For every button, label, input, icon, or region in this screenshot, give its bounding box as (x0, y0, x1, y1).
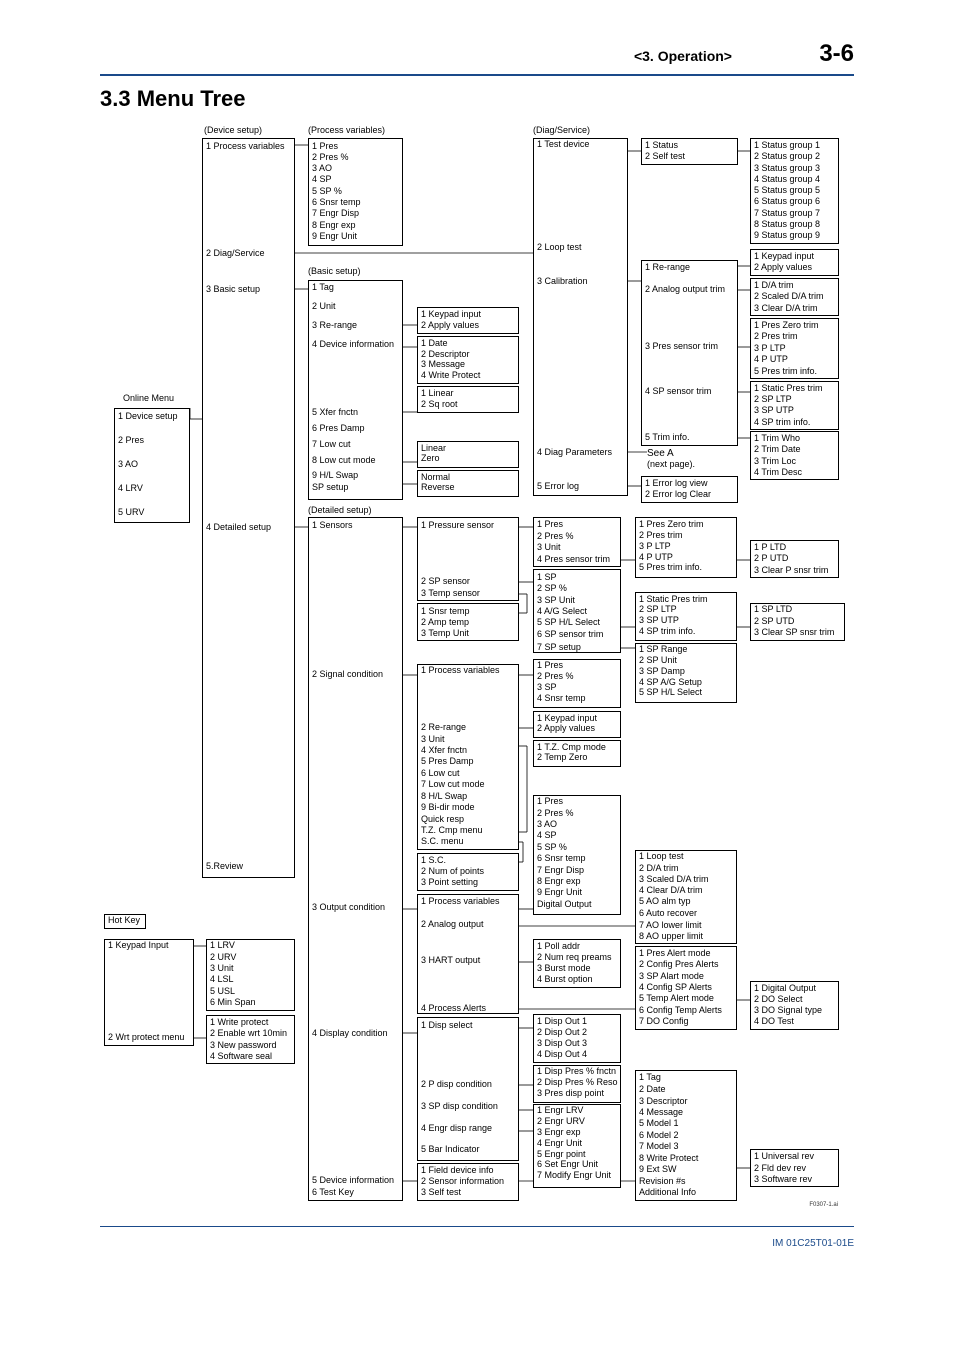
menu-item: 7 Modify Engr Unit (537, 1170, 612, 1180)
menu-item: 3 Calibration (537, 276, 588, 286)
menu-box-hotkey-menu (104, 939, 194, 1046)
menu-item: 2 Config Pres Alerts (639, 959, 719, 969)
menu-item: 3 New password (210, 1040, 277, 1050)
menu-item: 2 Pres trim (639, 530, 683, 540)
menu-item: 1 Re-range (645, 262, 691, 272)
menu-item: 7 Engr Disp (537, 865, 585, 875)
menu-item: 2 SP UTD (754, 616, 795, 626)
menu-item: 1 D/A trim (754, 280, 794, 290)
menu-item: 5 Pres Damp (421, 756, 474, 766)
menu-item: 1 Sensors (312, 520, 353, 530)
menu-item: 4 Engr disp range (421, 1123, 493, 1133)
menu-item: 4 Disp Out 4 (537, 1049, 588, 1059)
menu-item: 1 Keypad Input (108, 940, 169, 950)
diagram-label: Online Menu (123, 393, 175, 403)
menu-item: 6 Config Temp Alerts (639, 1005, 722, 1015)
menu-item: 3 Unit (421, 734, 445, 744)
menu-item: 2 Diag/Service (206, 248, 265, 258)
diagram-label: (Diag/Service) (533, 125, 591, 135)
menu-item: 3 P LTP (754, 343, 786, 353)
menu-item: 6 SP sensor trim (537, 629, 604, 639)
menu-item: 7 DO Config (639, 1016, 689, 1026)
diagram-label: See A (647, 448, 674, 459)
menu-item: 1 Pres (537, 519, 564, 529)
menu-item: 5 Error log (537, 481, 580, 491)
menu-item: 9 Engr Unit (312, 231, 358, 241)
menu-item: 1 Tag (312, 282, 334, 292)
menu-item: 3 SP UTP (639, 615, 679, 625)
menu-item: 7 Low cut (312, 439, 351, 449)
menu-item: 4 P UTP (754, 354, 788, 364)
menu-item: 3 Pres sensor trim (645, 341, 719, 351)
menu-item: 1 Keypad input (537, 713, 598, 723)
menu-item: 2 Apply values (421, 320, 480, 330)
menu-item: 8 Write Protect (639, 1153, 699, 1163)
menu-item: Additional Info (639, 1187, 697, 1197)
menu-item: 2 Status group 2 (754, 151, 821, 161)
menu-item: 3 Software rev (754, 1174, 813, 1184)
menu-item: 1 Pres (537, 796, 564, 806)
menu-item: 2 Enable wrt 10min (210, 1028, 288, 1038)
menu-item: 2 Wrt protect menu (108, 1032, 185, 1042)
menu-item: 3 Unit (210, 963, 234, 973)
menu-item: 2 Num of points (421, 866, 485, 876)
page-number: 3-6 (819, 40, 854, 67)
menu-item: 2 Num req preams (537, 952, 612, 962)
menu-item: 1 Keypad input (421, 309, 482, 319)
menu-item: Linear (421, 443, 447, 453)
menu-item: 6 Set Engr Unit (537, 1159, 599, 1169)
menu-item: 4 P UTP (639, 552, 673, 562)
diagram-label: (Basic setup) (308, 266, 361, 276)
menu-item: 8 Engr exp (312, 220, 356, 230)
menu-item: Normal (421, 472, 451, 482)
menu-item: 1 Pres Alert mode (639, 948, 711, 958)
menu-item: 1 Test device (537, 139, 590, 149)
menu-item: 1 Static Pres trim (639, 594, 708, 604)
menu-item: 7 Engr Disp (312, 208, 360, 218)
menu-item: 3 AO (118, 459, 139, 469)
menu-item: 3 Output condition (312, 902, 386, 912)
menu-item: 3 Message (421, 359, 466, 369)
menu-item: 6 Test Key (312, 1187, 354, 1197)
menu-item: 5 Temp Alert mode (639, 993, 714, 1003)
menu-item: 1 Disp select (421, 1020, 473, 1030)
menu-item: 1 SP Range (639, 644, 688, 654)
menu-item: 3 Disp Out 3 (537, 1038, 588, 1048)
menu-item: 3 Burst mode (537, 963, 591, 973)
menu-item: 4 SP (537, 830, 557, 840)
menu-item: 4 A/G Select (537, 606, 588, 616)
menu-item: 4 Status group 4 (754, 174, 821, 184)
menu-item: 1 Trim Who (754, 433, 801, 443)
menu-item: 8 Status group 8 (754, 219, 821, 229)
menu-item: 5 URV (118, 507, 145, 517)
menu-item: 4 Trim Desc (754, 467, 803, 477)
diagram-label: (Device setup) (204, 125, 263, 135)
menu-item: 4 Write Protect (421, 370, 481, 380)
menu-item: 6 Pres Damp (312, 423, 365, 433)
menu-box-detailed-setup (308, 517, 403, 1201)
menu-item: 1 Pres (537, 660, 564, 670)
menu-item: 5 Engr point (537, 1149, 586, 1159)
menu-item: 7 SP setup (537, 642, 581, 652)
menu-item: 5 Pres trim info. (754, 366, 818, 376)
menu-item: 9 Bi-dir mode (421, 802, 475, 812)
menu-item: 2 Signal condition (312, 669, 384, 679)
menu-item: 2 Engr URV (537, 1116, 585, 1126)
menu-item: 5 SP H/L Select (537, 617, 601, 627)
menu-item: 3 Temp sensor (421, 588, 480, 598)
menu-item: 2 Apply values (754, 262, 813, 272)
menu-item: 1 Loop test (639, 851, 684, 861)
menu-item: 5 Device information (312, 1175, 395, 1185)
section-title: 3.3 Menu Tree (100, 86, 246, 111)
menu-item: 5 Model 1 (639, 1118, 679, 1128)
menu-item: 1 SP (537, 572, 557, 582)
menu-item: 3 Clear P snsr trim (754, 565, 829, 575)
menu-item: 5 AO alm typ (639, 896, 691, 906)
menu-item: 2 Apply values (537, 723, 596, 733)
menu-item: S.C. menu (421, 836, 464, 846)
menu-item: 1 Universal rev (754, 1151, 815, 1161)
menu-item: 5 Pres trim info. (639, 562, 703, 572)
menu-item: 2 Self test (645, 151, 686, 161)
menu-item: 4 SP trim info. (754, 417, 811, 427)
menu-item: 2 Temp Zero (537, 752, 588, 762)
menu-item: 3 Temp Unit (421, 628, 469, 638)
menu-item: 1 LRV (210, 940, 235, 950)
menu-item: T.Z. Cmp menu (421, 825, 483, 835)
menu-item: 3 DO Signal type (754, 1005, 823, 1015)
menu-item: 4 Display condition (312, 1028, 388, 1038)
menu-item: 2 Pres % (537, 671, 574, 681)
menu-item: 4 Detailed setup (206, 522, 272, 532)
menu-item: 1 Keypad input (754, 251, 815, 261)
menu-item: 3 Status group 3 (754, 163, 821, 173)
menu-item: 4 Message (639, 1107, 684, 1117)
menu-item: 3 AO (537, 819, 558, 829)
menu-item: 7 AO lower limit (639, 920, 702, 930)
menu-item: 3 Clear D/A trim (754, 303, 818, 313)
menu-item: 3 HART output (421, 955, 481, 965)
menu-item: 1 Device setup (118, 411, 178, 421)
menu-item: Reverse (421, 482, 455, 492)
menu-item: 8 AO upper limit (639, 931, 704, 941)
menu-item: 1 Static Pres trim (754, 383, 823, 393)
menu-item: 1 Disp Pres % fnctn (537, 1066, 617, 1076)
menu-item: 4 Diag Parameters (537, 447, 613, 457)
menu-item: 3 P LTP (639, 541, 671, 551)
menu-item: 4 Device information (312, 339, 395, 349)
menu-item: 2 Disp Pres % Reso (537, 1077, 618, 1087)
menu-item: 3 SP disp condition (421, 1101, 498, 1111)
menu-item: 3 Unit (537, 542, 561, 552)
menu-item: 7 Model 3 (639, 1141, 679, 1151)
menu-item: 1 SP LTD (754, 604, 793, 614)
menu-item: Revision #s (639, 1176, 686, 1186)
menu-item: 3 Descriptor (639, 1096, 688, 1106)
menu-item: 2 Descriptor (421, 349, 470, 359)
menu-item: 4 Burst option (537, 974, 593, 984)
menu-item: 1 Snsr temp (421, 606, 470, 616)
menu-item: 4 Engr Unit (537, 1138, 583, 1148)
menu-item: 1 Pressure sensor (421, 520, 495, 530)
menu-item: 1 Linear (421, 388, 454, 398)
menu-item: 5 SP H/L Select (639, 687, 703, 697)
footer-rule (100, 1226, 854, 1227)
menu-item: 5 USL (210, 986, 236, 996)
menu-item: 2 D/A trim (639, 863, 679, 873)
menu-item: 2 Amp temp (421, 617, 470, 627)
menu-item: 2 Sensor information (421, 1176, 505, 1186)
menu-item: 3 Scaled D/A trim (639, 874, 709, 884)
document-number: IM 01C25T01-01E (772, 1238, 854, 1249)
menu-item: 1 Disp Out 1 (537, 1016, 588, 1026)
menu-item: Digital Output (537, 899, 592, 909)
menu-item: 2 Pres trim (754, 331, 798, 341)
menu-item: 4 Config SP Alerts (639, 982, 712, 992)
menu-item: 2 SP % (537, 583, 567, 593)
menu-item: 3 Clear SP snsr trim (754, 627, 835, 637)
menu-item: 2 Pres (118, 435, 145, 445)
menu-item: 2 SP Unit (639, 655, 677, 665)
menu-item: 4 LRV (118, 483, 143, 493)
menu-item: 4 SP (312, 174, 332, 184)
menu-item: 2 DO Select (754, 994, 803, 1004)
menu-item: 5 SP % (537, 842, 567, 852)
menu-item: 4 SP A/G Setup (639, 677, 702, 687)
menu-item: 5 SP % (312, 186, 342, 196)
menu-item: 2 Sq root (421, 399, 458, 409)
menu-item: 3 SP Damp (639, 666, 685, 676)
menu-item: 2 Date (639, 1084, 666, 1094)
figure-id: F0307-1.ai (809, 1202, 838, 1208)
menu-item: 3 Basic setup (206, 284, 261, 294)
menu-item: Quick resp (421, 814, 465, 824)
menu-item: 3 Self test (421, 1187, 462, 1197)
menu-item: 2 Analog output (421, 919, 484, 929)
menu-item: Zero (421, 453, 440, 463)
menu-item: 2 Trim Date (754, 444, 801, 454)
menu-item: 3 SP Unit (537, 595, 575, 605)
menu-item: 8 H/L Swap (421, 791, 468, 801)
menu-item: 1 Pres (312, 141, 339, 151)
diagram-label: (Detailed setup) (308, 505, 372, 515)
menu-item: 3 SP Alart mode (639, 971, 704, 981)
menu-item: 6 Status group 6 (754, 196, 821, 206)
menu-item: 1 Field device info (421, 1165, 494, 1175)
menu-item: 6 Low cut (421, 768, 460, 778)
menu-item: 1 Pres Zero trim (754, 320, 819, 330)
menu-item: 2 Pres % (537, 808, 574, 818)
menu-item: 1 Write protect (210, 1017, 269, 1027)
menu-item: 2 Unit (312, 301, 336, 311)
menu-item: 1 Status (645, 140, 679, 150)
menu-item: 8 Low cut mode (312, 455, 376, 465)
menu-item: 1 Status group 1 (754, 140, 821, 150)
menu-item: 2 Pres % (537, 531, 574, 541)
menu-item: 2 SP LTP (754, 394, 792, 404)
menu-item: 4 SP trim info. (639, 626, 696, 636)
menu-item: 4 DO Test (754, 1016, 794, 1026)
menu-item: 6 Min Span (210, 997, 256, 1007)
menu-item: 5 Xfer fnctn (312, 407, 359, 417)
menu-item: 3 Trim Loc (754, 456, 797, 466)
menu-item: 2 Analog output trim (645, 284, 726, 294)
menu-box-basic-setup (308, 280, 403, 500)
menu-item: 7 Status group 7 (754, 208, 821, 218)
diagram-label: (Process variables) (308, 125, 386, 135)
menu-item: 1 Pres Zero trim (639, 519, 704, 529)
menu-item: 3 Re-range (312, 320, 358, 330)
menu-item: 1 Process variables (206, 141, 285, 151)
menu-item: 2 P UTD (754, 553, 789, 563)
menu-item: 5.Review (206, 861, 244, 871)
menu-item: 1 Date (421, 338, 448, 348)
menu-box-output-cond (417, 894, 519, 1014)
menu-item: 3 SP (537, 682, 557, 692)
menu-item: 9 Ext SW (639, 1164, 677, 1174)
menu-item: 1 Process variables (421, 896, 500, 906)
menu-item: 2 Error log Clear (645, 489, 712, 499)
menu-item: 9 Engr Unit (537, 887, 583, 897)
menu-item: SP setup (312, 482, 349, 492)
menu-item: 1 P LTD (754, 542, 787, 552)
menu-item: 1 Error log view (645, 478, 708, 488)
menu-item: 2 SP LTP (639, 604, 677, 614)
menu-item: 6 Snsr temp (537, 853, 586, 863)
menu-item: 4 Process Alerts (421, 1003, 487, 1013)
header-section: <3. Operation> (633, 48, 732, 64)
menu-item: 4 Xfer fnctn (421, 745, 468, 755)
menu-box-diag-service (533, 138, 628, 496)
menu-item: 3 Point setting (421, 877, 479, 887)
menu-item: 4 Snsr temp (537, 693, 586, 703)
menu-item: 2 Scaled D/A trim (754, 291, 824, 301)
menu-item: 1 Tag (639, 1072, 661, 1082)
menu-item: 4 LSL (210, 974, 234, 984)
menu-item: 3 Pres disp point (537, 1088, 605, 1098)
menu-item: 2 P disp condition (421, 1079, 492, 1089)
menu-item: 3 Engr exp (537, 1127, 581, 1137)
menu-item: 4 Software seal (210, 1051, 273, 1061)
menu-item: 2 Loop test (537, 242, 582, 252)
menu-item: 2 URV (210, 952, 237, 962)
menu-item: 5 Status group 5 (754, 185, 821, 195)
menu-item: 8 Engr exp (537, 876, 581, 886)
menu-item: 6 Snsr temp (312, 197, 361, 207)
menu-item: 9 Status group 9 (754, 230, 821, 240)
menu-item: 1 Engr LRV (537, 1105, 584, 1115)
menu-item: 1 Process variables (421, 665, 500, 675)
menu-item: 2 SP sensor (421, 576, 470, 586)
menu-item: 1 Digital Output (754, 983, 817, 993)
menu-item: 5 Bar Indicator (421, 1144, 480, 1154)
menu-item: 5 Trim info. (645, 432, 690, 442)
menu-item: 2 Re-range (421, 722, 467, 732)
menu-item: 3 SP UTP (754, 405, 794, 415)
menu-item: 2 Pres % (312, 152, 349, 162)
menu-item: 1 T.Z. Cmp mode (537, 742, 606, 752)
menu-item: 2 Fld dev rev (754, 1163, 807, 1173)
menu-item: 2 Disp Out 2 (537, 1027, 588, 1037)
menu-item: 9 H/L Swap (312, 470, 359, 480)
menu-item: 7 Low cut mode (421, 779, 485, 789)
diagram-label: (next page). (647, 459, 696, 469)
menu-item: 1 S.C. (421, 855, 447, 865)
menu-item: 4 Clear D/A trim (639, 885, 703, 895)
menu-item: 4 Pres sensor trim (537, 554, 611, 564)
menu-item: 6 Model 2 (639, 1130, 679, 1140)
menu-item: Hot Key (108, 915, 141, 925)
menu-item: 6 Auto recover (639, 908, 698, 918)
menu-item: 1 Poll addr (537, 941, 581, 951)
menu-item: 4 SP sensor trim (645, 386, 712, 396)
menu-item: 3 AO (312, 163, 333, 173)
